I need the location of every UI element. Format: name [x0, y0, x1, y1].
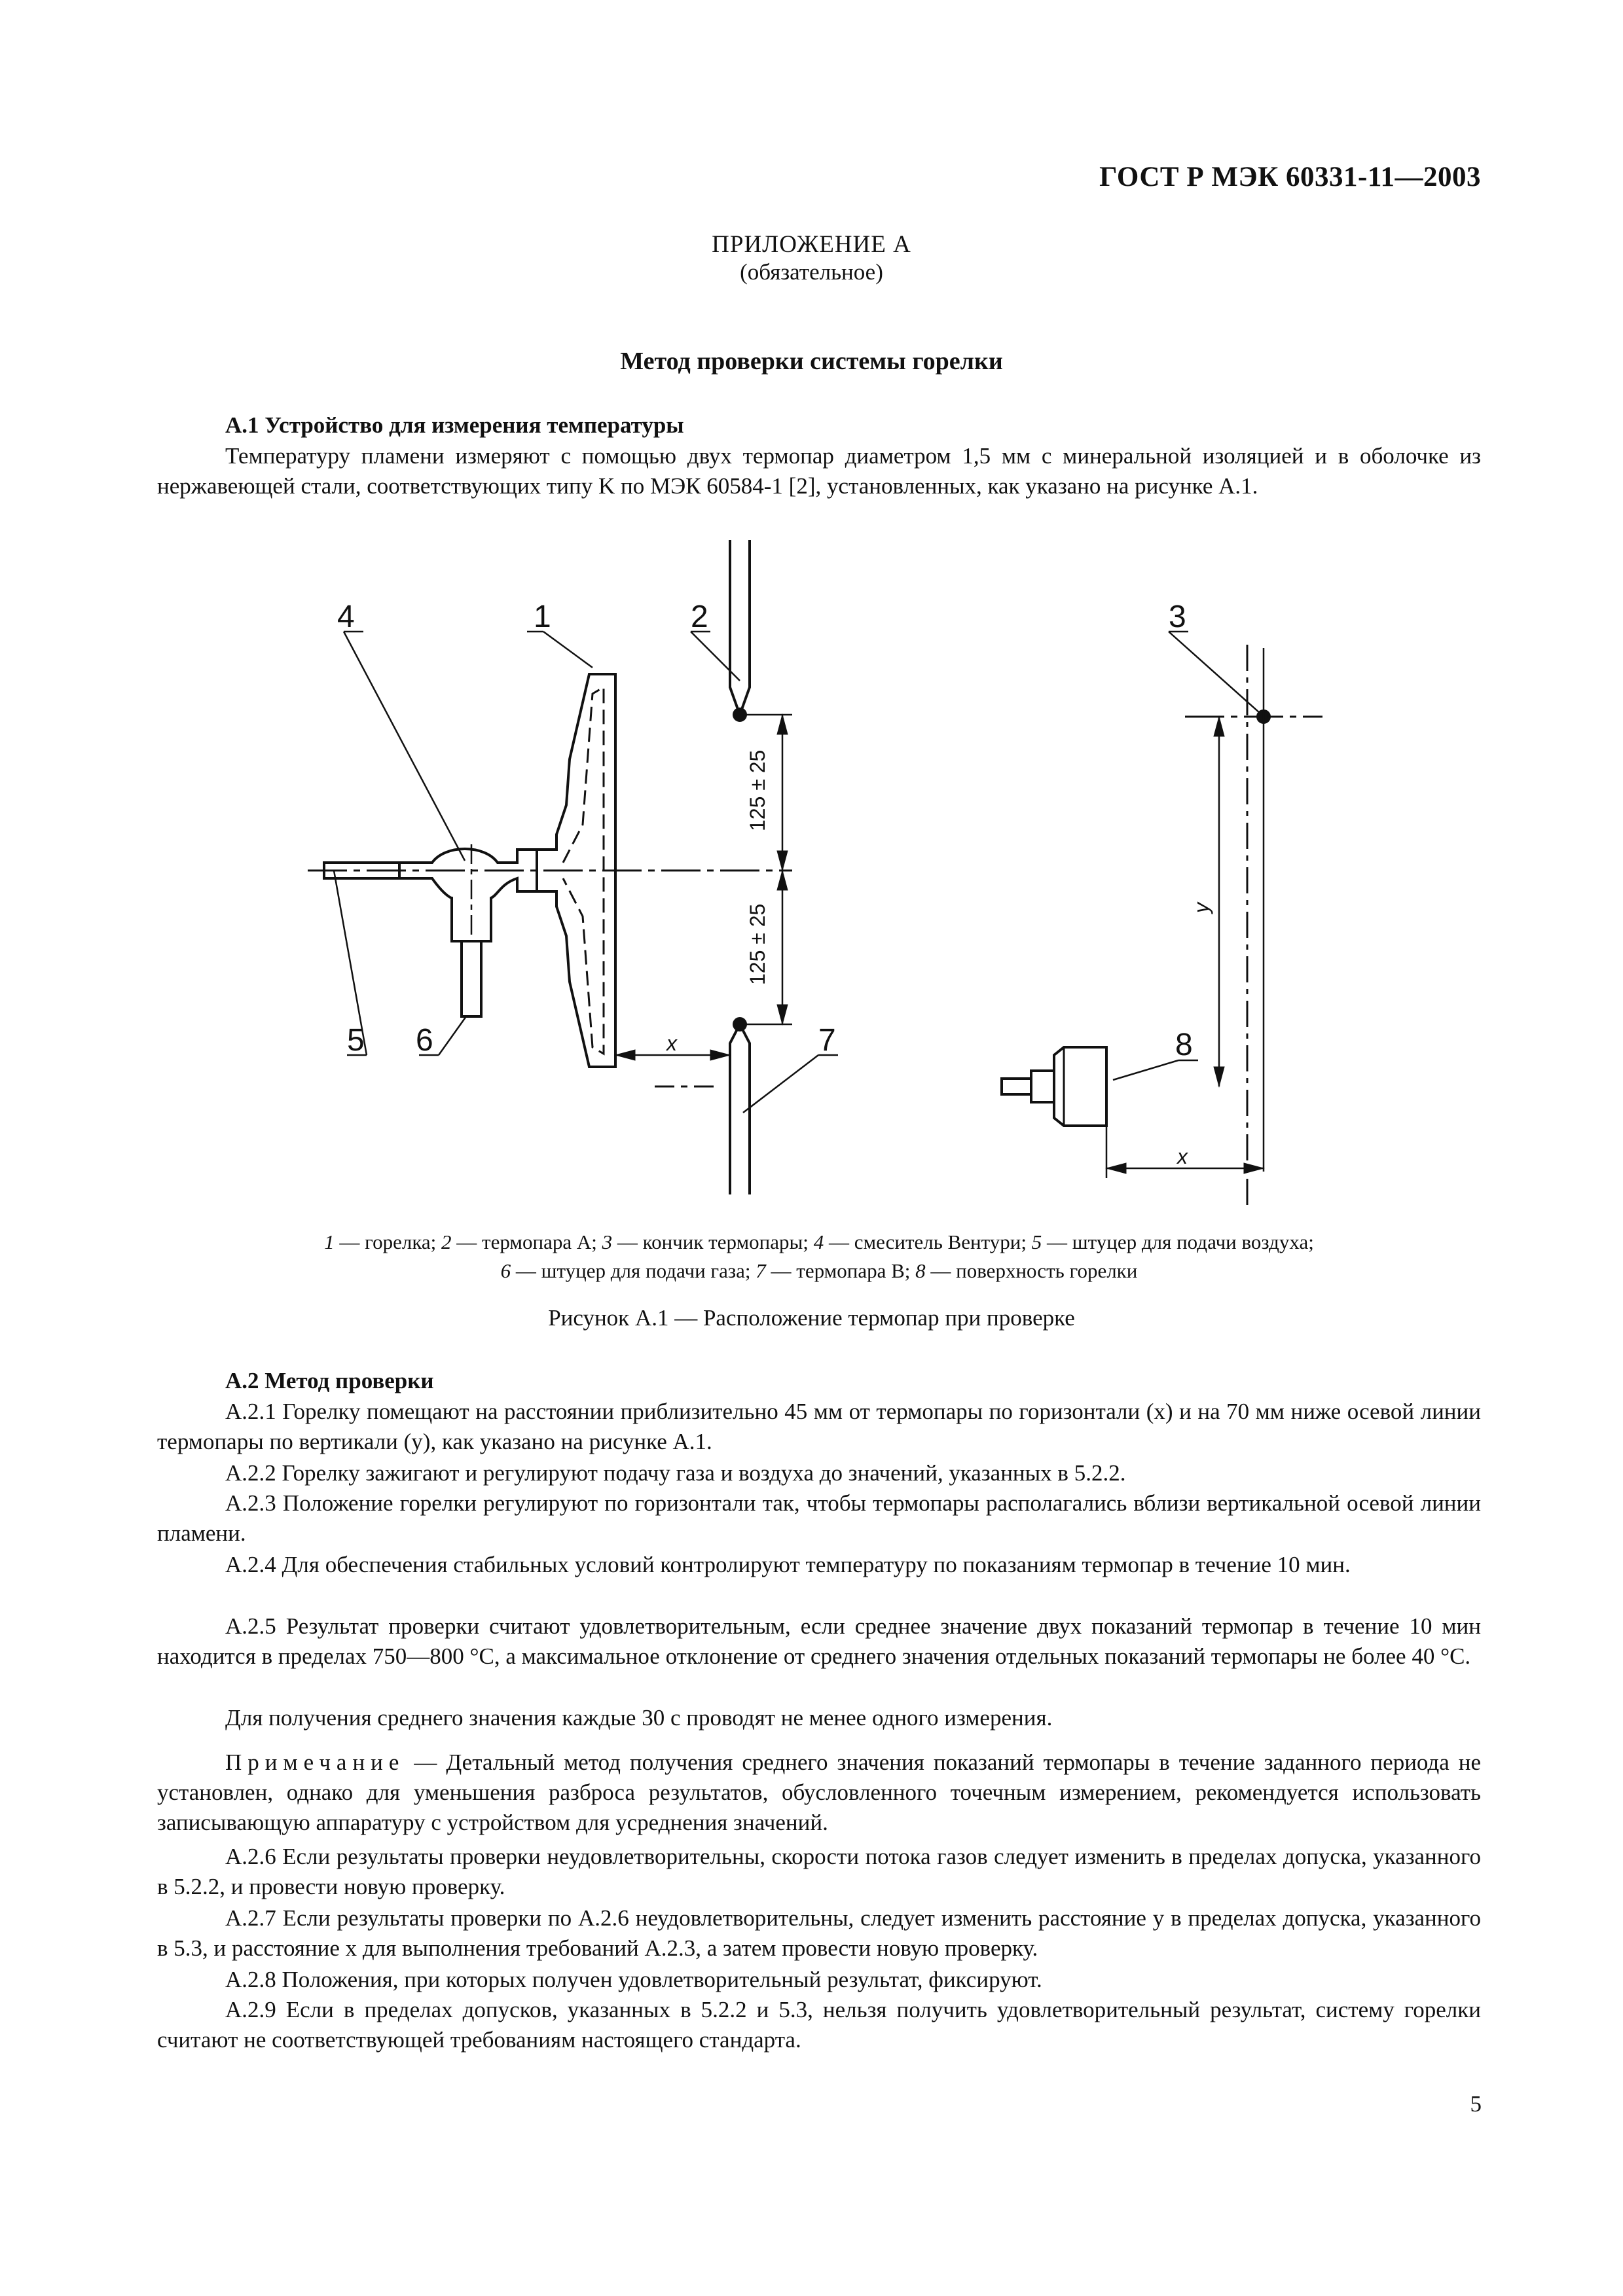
label-6: 6 [416, 1023, 433, 1058]
figure-legend [157, 1228, 1481, 1285]
para-a2-7: А.2.6 Если результаты проверки неудовлетворительны, скорости потока газов следует изменить в пределах допуска, указанного в 5.2.2, и провести новую проверку. [157, 1844, 1481, 1899]
para-a2-3: А.2.3 Положение горелки регулируют по горизонтали так, чтобы термопары располагались вблизи вертикальной осевой линии пламени. [157, 1490, 1481, 1546]
dim-x-left: x [666, 1031, 677, 1055]
section-a1-heading: А.1 Устройство для измерения температуры [225, 412, 684, 438]
label-8: 8 [1175, 1028, 1193, 1062]
section-a2-heading: А.2 Метод проверки [225, 1368, 434, 1393]
note-label: Примечание [225, 1749, 405, 1775]
para-a2-9: А.2.8 Положения, при которых получен удовлетворительный результат, фиксируют. [225, 1967, 1042, 1992]
label-7: 7 [818, 1023, 836, 1058]
label-1: 1 [534, 600, 551, 634]
label-2: 2 [691, 600, 708, 634]
main-title: Метод проверки системы горелки [620, 348, 1003, 375]
label-3: 3 [1169, 600, 1186, 634]
dim-x-right: x [1177, 1145, 1188, 1168]
section-a1-text: Температуру пламени измеряют с помощью двух термопар диаметром 1,5 мм с минеральной изоляцией и в оболочке из нержавеющей стали, соответствующих типу K по МЭК 60584-1 [2], установленных, как указано на рисунке А.1. [157, 443, 1481, 499]
para-a2-2: А.2.2 Горелку зажигают и регулируют подачу газа и воздуха до значений, указанных в 5.2.2. [225, 1460, 1126, 1486]
appendix-title: ПРИЛОЖЕНИЕ А [712, 231, 911, 258]
note-text: — Детальный метод получения среднего значения показаний термопары в течение заданного периода не установлен, однако для уменьшения разброса результатов, обусловленного точечным измерением, рекомендуется использовать записывающую аппаратуру с устройством для усреднения значений. [157, 1749, 1481, 1835]
figure-caption: Рисунок А.1 — Расположение термопар при проверке [548, 1305, 1075, 1331]
para-a2-4: А.2.4 Для обеспечения стабильных условий контролируют температуру по показаниям термопар в течение 10 мин. [225, 1552, 1351, 1577]
para-a2-8: А.2.7 Если результаты проверки по А.2.6 неудовлетворительны, следует изменить расстояние y в пределах допуска, указанного в 5.3, и расстояние x для выполнения требований А.2.3, а затем провести новую проверку. [157, 1905, 1481, 1961]
para-a2-1: А.2.1 Горелку помещают на расстоянии приблизительно 45 мм от термопары по горизонтали (x) и на 70 мм ниже осевой линии термопары по вертикали (y), как указано на рисунке А.1. [157, 1399, 1481, 1454]
figure-a1 [262, 524, 1349, 1217]
dim-upper: 125 ± 25 [746, 749, 769, 831]
para-a2-5: А.2.5 Результат проверки считают удовлетворительным, если среднее значение двух показаний термопар в течение 10 мин находится в пределах 750—800 °С, а максимальное отклонение от среднего значения отдельных показаний термопары не более 40 °С. [157, 1613, 1481, 1669]
dim-y: y [1190, 903, 1213, 913]
note [157, 1748, 1481, 1838]
label-4: 4 [337, 600, 355, 634]
para-a2-10: А.2.9 Если в пределах допусков, указанных в 5.2.2 и 5.3, нельзя получить удовлетворительный результат, систему горелки считают не соответствующей требованиям настоящего стандарта. [157, 1997, 1481, 2053]
label-5: 5 [347, 1023, 365, 1058]
legend-line-1: 1 — горелка; 2 — термопара А; 3 — кончик термопары; 4 — смеситель Вентури; 5 — штуцер для подачи воздуха; [324, 1230, 1314, 1253]
dim-lower: 125 ± 25 [746, 903, 769, 985]
standard-header: ГОСТ Р МЭК 60331-11—2003 [1099, 162, 1481, 192]
page-number: 5 [1470, 2091, 1482, 2117]
para-a2-6: Для получения среднего значения каждые 30 с проводят не менее одного измерения. [225, 1705, 1053, 1731]
legend-line-2: 6 — штуцер для подачи газа; 7 — термопара В; 8 — поверхность горелки [500, 1259, 1138, 1282]
appendix-subtitle: (обязательное) [740, 259, 883, 285]
